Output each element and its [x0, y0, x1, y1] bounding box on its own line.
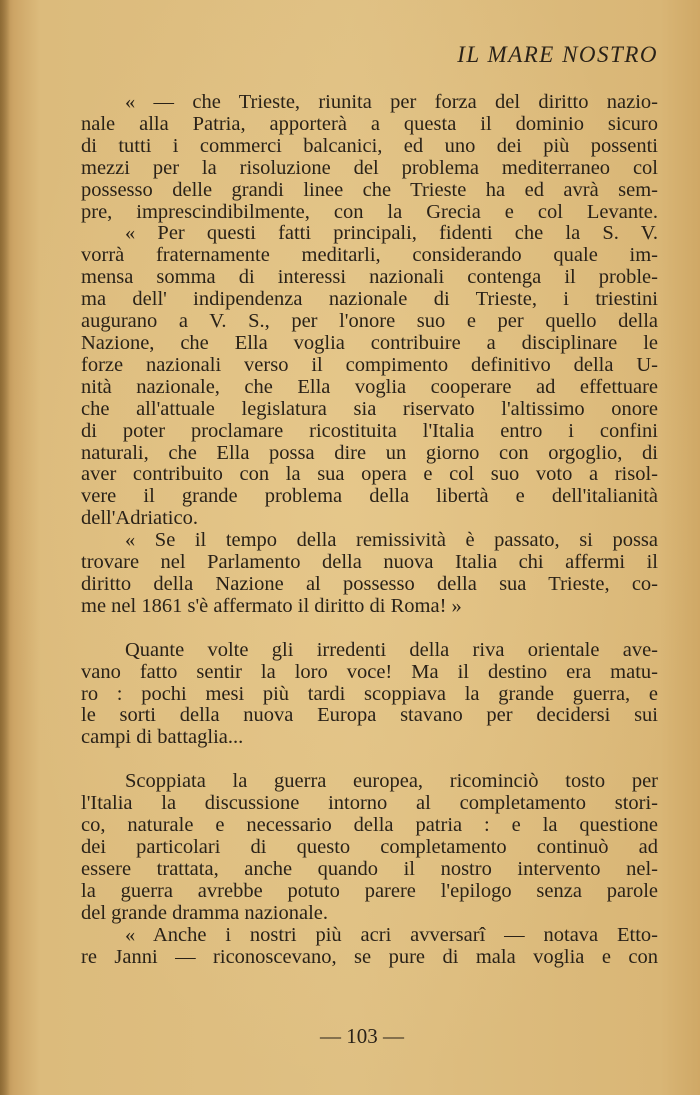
- page-number: [0, 1024, 700, 1049]
- page-number-text: — 103 —: [320, 1024, 404, 1048]
- text-line: che all'attuale legislatura sia riservato l'altissimo onore: [81, 397, 658, 420]
- text-line: Quante volte gli irredenti della riva orientale ave-: [125, 638, 658, 661]
- paragraph-irredenti: [81, 640, 658, 750]
- text-line: dell'Adriatico.: [81, 507, 198, 530]
- running-head: IL MARE NOSTRO: [457, 42, 658, 67]
- text-line: co, naturale e necessario della patria : e la questione: [81, 814, 658, 837]
- text-line: nità nazionale, che Ella voglia cooperare ad effettuare: [81, 375, 658, 398]
- paragraph-war: [81, 771, 658, 924]
- text-line: « — che Trieste, riunita per forza del diritto nazio-: [125, 91, 658, 113]
- text-line: « Anche i nostri più acri avversarî — notava Etto-: [125, 923, 658, 946]
- text-line: ma dell' indipendenza nazionale di Trieste, i triestini: [81, 288, 658, 311]
- text-line: possesso delle grandi linee che Trieste ha ed avrà sem-: [81, 178, 658, 201]
- body-text: [81, 92, 658, 968]
- text-line: trovare nel Parlamento della nuova Italia chi affermi il: [81, 551, 658, 574]
- text-line: mezzi per la risoluzione del problema mediterraneo col: [81, 156, 658, 179]
- paragraph-quote-trieste-commerce: [81, 92, 658, 223]
- paragraph-gap: [81, 618, 658, 640]
- text-line: « Per questi fatti principali, fidenti che la S. V.: [125, 222, 658, 245]
- text-line: l'Italia la discussione intorno al completamento stori-: [81, 792, 658, 815]
- text-line: diritto della Nazione al possesso della sua Trieste, co-: [81, 572, 658, 595]
- text-line: vorrà fraternamente meditarli, considerando quale im-: [81, 244, 658, 267]
- text-line: Nazione, che Ella voglia contribuire a disciplinare le: [81, 331, 658, 354]
- text-line: di poter proclamare ricostituita l'Italia entro i confini: [81, 419, 658, 442]
- text-line: re Janni — riconoscevano, se pure di mala voglia e con: [81, 945, 658, 968]
- text-line: naturali, che Ella possa dire un giorno con orgoglio, di: [81, 441, 658, 464]
- text-line: « Se il tempo della remissività è passato, si possa: [125, 529, 658, 552]
- paragraph-gap: [81, 749, 658, 771]
- text-line: ro : pochi mesi più tardi scoppiava la grande guerra, e: [81, 682, 658, 705]
- page-spine-shadow: [0, 0, 10, 1095]
- text-line: pre, imprescindibilmente, con la Grecia e col Levante.: [81, 200, 658, 223]
- paragraph-quote-independence: [81, 223, 658, 530]
- paragraph-quote-remissivity: [81, 530, 658, 618]
- text-line: mensa somma di interessi nazionali contenga il proble-: [81, 266, 658, 289]
- text-line: le sorti della nuova Europa stavano per decidersi sui: [81, 704, 658, 727]
- text-line: me nel 1861 s'è affermato il diritto di Roma! »: [81, 594, 462, 617]
- text-line: augurano a V. S., per l'onore suo e per quello della: [81, 310, 658, 333]
- text-line: vere il grande problema della libertà e dell'italianità: [81, 485, 658, 508]
- text-line: di tutti i commerci balcanici, ed uno dei più possenti: [81, 134, 658, 157]
- text-line: essere trattata, anche quando il nostro intervento nel-: [81, 857, 658, 880]
- text-line: la guerra avrebbe potuto parere l'epilogo senza parole: [81, 879, 658, 902]
- text-line: Scoppiata la guerra europea, ricominciò tosto per: [125, 770, 658, 793]
- text-line: forze nazionali verso il compimento definitivo della U-: [81, 353, 658, 376]
- text-line: vano fatto sentir la loro voce! Ma il destino era matu-: [81, 660, 658, 683]
- text-line: dei particolari di questo completamento continuò ad: [81, 836, 658, 858]
- text-line: nale alla Patria, apporterà a questa il dominio sicuro: [81, 112, 658, 135]
- text-line: del grande dramma nazionale.: [81, 901, 329, 924]
- paragraph-janni-quote: [81, 925, 658, 969]
- text-line: campi di battaglia...: [81, 726, 244, 749]
- text-line: aver contribuito con la sua opera e col suo voto a risol-: [81, 463, 658, 486]
